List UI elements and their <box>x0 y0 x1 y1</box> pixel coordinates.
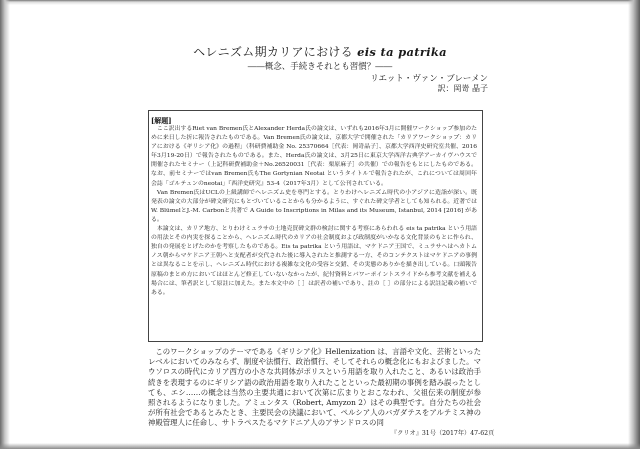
article-title <box>0 43 640 60</box>
body-text <box>148 347 481 429</box>
title-japanese: ヘレニズム期カリアにおける <box>193 45 353 59</box>
page-footer: 『クリオ』31号（2017年）47-62頁 <box>391 430 495 437</box>
abstract-paragraph: ここ訳出するRiet van Bremen氏とAlexander Herda氏の論文は、いずれも2016年3月に開催ワークショップ参加のために来日した折に報告されたものである。Van Bremen氏の論文は、京都大学で開催された「カリアワークショップ：カリアにおける《ギリシア化》の過程」（科研費補助金 No. 25370664［代表：岡嵜晶子］、京都大学西洋史研究室共催、2016年3月19-20日）で報告されたものである。また、Herda氏の論文は、3月25日に東京大学西洋古典学アーカイヴハウスで開催されたセミナー（上記科研費補助金＋No.26520031［代表：栗原麻子］の共催）での報告をもとにしたものである。なお、前セミナーではvan Bremen氏もThe Gortynian Neotai というタイトルで報告されたが、これについては周回年会誌「ゴルテュンのneotai」『西洋史研究』53-4（2017年3月）として公刊されている。 <box>151 126 477 187</box>
article-subtitle: ――概念、手続きそれとも習慣？―― <box>247 62 393 72</box>
title-term: eis ta patrika <box>357 45 447 59</box>
abstract-paragraph: Van Bremen氏はUCLの上級講師でヘレニズム史を専門とする。とりわけヘレニズム時代の小アジアに造詣が深い。既発表の論文の大部分が碑文研究にもとづいていることからも分かるように、すぐれた碑文学者としても知られる。近著ではW. BlümelとJ.-M. Carbonと共著で A Guide to Inscriptions in Milas and its Museum, Istanbul, 2014 [2016] がある。 <box>151 189 477 223</box>
abstract-label: [解題] <box>151 116 172 125</box>
abstract-text <box>151 125 477 298</box>
author-name: リエット・ヴァン・ブレーメン <box>370 74 488 84</box>
translator-name: 訳：岡嵜 晶子 <box>437 84 488 93</box>
abstract-paragraph: 本論文は、カリア地方、とりわけミュラサの土地売買碑文群の検討に関する考察にあらわれる eis ta patrika という用語の用法とその内実を探ることから、ヘレニズム時代のカリアの社会制度および政制度がいかなる文化背景のもとに作られ、独自の発展をとげたのかを考察したものである。Eis ta patrika という用語は、マケドニア王国で、ミュラサへはヘカトムノス朝からマケドニア王朝へと支配者が交代された後に導入されたと推測する一方、そのコンテクストはマケドニアの事例とは異なることを示し、ヘレニズム時代における複雑な文化の受容と交錯、その実態のありかを描き出している。口頭報告原稿のまとめ方においてはほとんど修正していないなかったが、紀付資料とパワーポイントスライドから参考文献を補える場合には、筆者訳として原註に加えた。また本文中の［ ］は訳者の補いであり、註の［ ］の部分による訳註記載の補いである。 <box>151 226 477 296</box>
scan-edge-top <box>0 0 640 5</box>
body-paragraph: このワークショップのテーマである《ギリシア化》Hellenization は、言語や文化、芸術といったレベルにおいてのみならず、制度や法慣行、政治慣行、そしてそれらの概念化にもおよびました。マウソロスの時代にカリア西方の小さな共同体がポリスという用語を取り入れたこと、あるいは政治手続きを表現するのにギリシア語の政治用語を取り入れたことといった最初期の事例を踏み誤ったとしても、エシ……の概念は当然の主要共通において次第に広まりとおこなわれ、父祖伝来の制度が参照されるようになりました。アミュンタス（Robert, Amyzon 2）はその典型です。自分たちの社会が所有社会であるとみたとき、主要民会の決議において、ペルシア人のバガダテスをアルテミス神の神殿管理人に任命し、サトラペスたるマケドニア人のアサンドロスの同 <box>148 347 481 428</box>
scan-shadow-bottom <box>0 443 640 449</box>
